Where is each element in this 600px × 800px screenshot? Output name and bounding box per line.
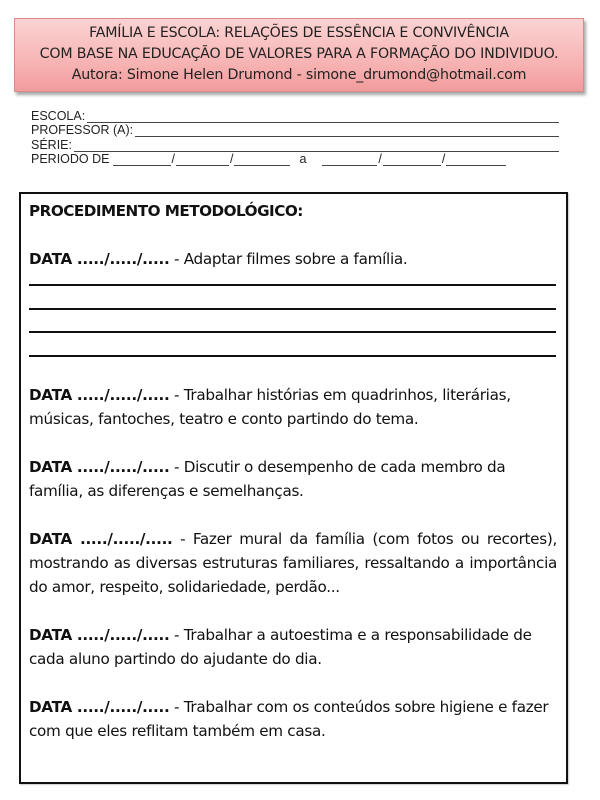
professor-label: PROFESSOR (A): [31, 123, 134, 137]
serie-row [31, 137, 559, 152]
entry-date: DATA ...../...../..... [29, 250, 170, 268]
escola-row [31, 108, 559, 123]
entry-date: DATA ...../...../..... [29, 457, 170, 476]
periodo-start-day-field[interactable] [113, 155, 171, 166]
procedure-entry [29, 527, 557, 599]
entry-date: DATA ...../...../..... [29, 385, 170, 404]
procedure-title: PROCEDIMENTO METODOLÓGICO: [29, 202, 303, 220]
date-separator: / [378, 152, 382, 166]
periodo-row [31, 152, 559, 167]
entry-text: - Discutir o desempenho de cada membro da família, as diferenças e semelhanças. [29, 457, 506, 500]
procedure-entry [29, 623, 557, 671]
header-title-line-1: FAMÍLIA E ESCOLA: RELAÇÕES DE ESSÊNCIA E CONVIVÊNCIA [89, 25, 509, 41]
procedure-entry [29, 695, 557, 743]
procedure-entry [29, 383, 557, 431]
range-connector: a [299, 152, 307, 166]
entry-text: - Trabalhar a autoestima e a responsabilidade de cada aluno partindo do ajudante do dia. [29, 625, 532, 668]
periodo-end-year-field[interactable] [446, 155, 506, 166]
header-banner [14, 18, 584, 92]
writing-lines [29, 278, 557, 357]
procedure-entry [29, 455, 557, 503]
writing-line[interactable] [29, 278, 556, 286]
header-title-line-2: COM BASE NA EDUCAÇÃO DE VALORES PARA A FORMAÇÃO DO INDIVIDUO. [39, 46, 559, 62]
periodo-label: PERIODO DE [31, 152, 110, 166]
entry-date: DATA ...../...../..... [29, 625, 170, 644]
professor-field[interactable] [135, 126, 559, 137]
date-separator: / [229, 152, 234, 166]
writing-line[interactable] [29, 286, 556, 310]
periodo-start-month-field[interactable] [176, 155, 229, 166]
entry-text: - Trabalhar com os conteúdos sobre higiene e fazer com que eles reflitam também em casa. [29, 697, 549, 740]
serie-label: SÉRIE: [31, 137, 72, 152]
entry-date: DATA ...../...../..... [29, 529, 173, 548]
entry-text: - Adaptar filmes sobre a família. [169, 250, 408, 268]
procedure-box [19, 192, 568, 784]
school-info-form [31, 108, 559, 166]
periodo-end-day-field[interactable] [322, 155, 377, 166]
writing-line[interactable] [29, 310, 556, 334]
entry-date: DATA ...../...../..... [29, 697, 170, 716]
entry-text: - Trabalhar histórias em quadrinhos, literárias, músicas, fantoches, teatro e conto partindo do tema. [29, 385, 511, 428]
escola-field[interactable] [87, 112, 559, 123]
date-separator: / [441, 152, 446, 166]
periodo-start-year-field[interactable] [234, 155, 290, 166]
escola-label: ESCOLA: [31, 108, 86, 123]
serie-field[interactable] [74, 141, 559, 152]
entry-text: - Fazer mural da família (com fotos ou recortes), mostrando as diversas estruturas familiares, ressaltando a importância do amor, respeito, solidariedade, perdão... [29, 529, 557, 596]
header-author-line: Autora: Simone Helen Drumond - simone_drumond@hotmail.com [71, 67, 527, 83]
writing-line[interactable] [29, 333, 556, 357]
periodo-end-month-field[interactable] [383, 155, 441, 166]
procedure-entry [29, 247, 557, 271]
date-separator: / [171, 152, 175, 166]
professor-row [31, 123, 559, 138]
